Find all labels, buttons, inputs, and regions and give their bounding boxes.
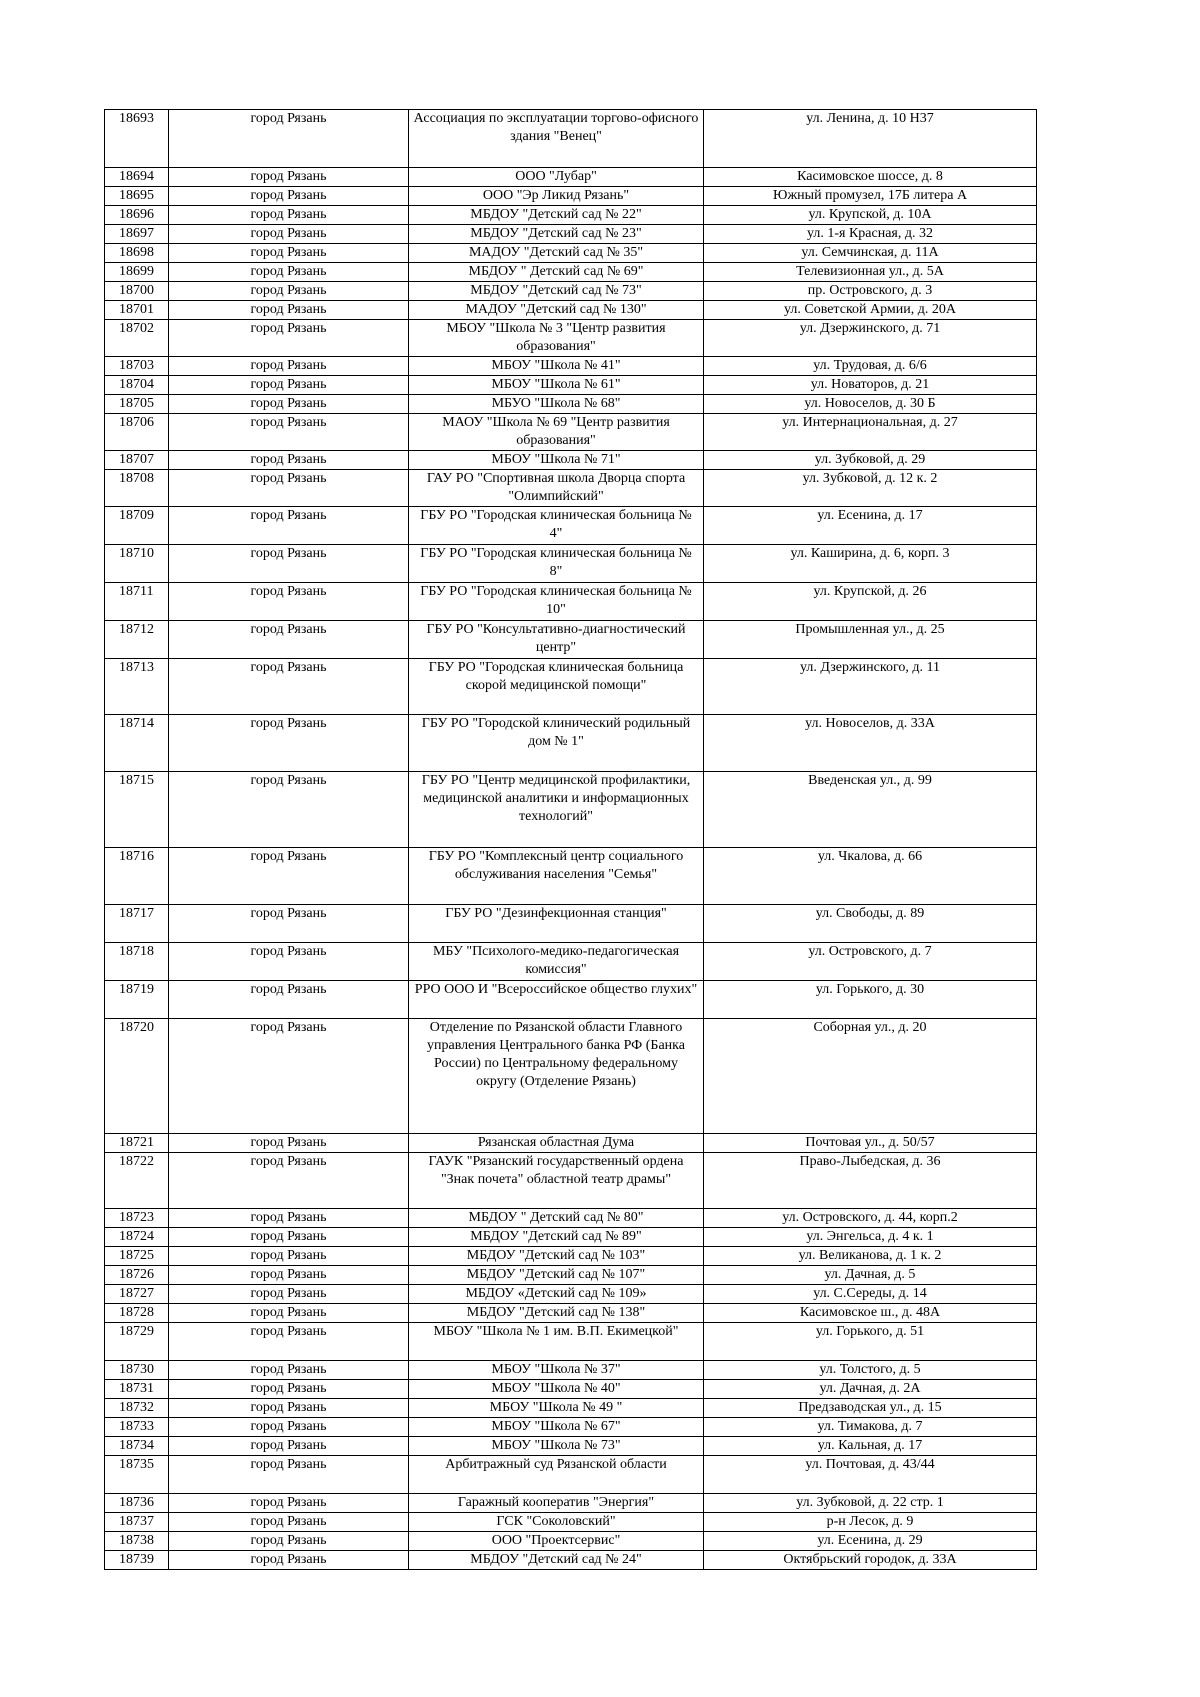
table-row (105, 225, 1037, 244)
row-organization: МБДОУ "Детский сад № 138" (409, 1304, 704, 1323)
row-address: ул. Советской Армии, д. 20А (704, 301, 1037, 320)
row-city: город Рязань (169, 715, 409, 772)
row-organization: ООО "Проектсервис" (409, 1532, 704, 1551)
row-address: ул. Островского, д. 7 (704, 943, 1037, 981)
table-row (105, 357, 1037, 376)
row-address: ул. Есенина, д. 29 (704, 1532, 1037, 1551)
row-city: город Рязань (169, 848, 409, 905)
row-address: ул. Крупской, д. 26 (704, 583, 1037, 621)
table-row (105, 470, 1037, 507)
row-address: ул. Зубковой, д. 12 к. 2 (704, 470, 1037, 507)
row-city: город Рязань (169, 357, 409, 376)
table-row (105, 451, 1037, 470)
row-number: 18734 (105, 1437, 169, 1456)
row-address: ул. Есенина, д. 17 (704, 507, 1037, 545)
table-row (105, 1304, 1037, 1323)
table-row (105, 848, 1037, 905)
table-row (105, 1532, 1037, 1551)
row-city: город Рязань (169, 1153, 409, 1209)
table-row (105, 1494, 1037, 1513)
row-address: ул. Островского, д. 44, корп.2 (704, 1209, 1037, 1228)
row-organization: МАОУ "Школа № 69 "Центр развития образования" (409, 414, 704, 451)
table-row (105, 1437, 1037, 1456)
row-city: город Рязань (169, 110, 409, 168)
row-address: Касимовское ш., д. 48А (704, 1304, 1037, 1323)
row-number: 18729 (105, 1323, 169, 1361)
table-row (105, 263, 1037, 282)
row-address: ул. Чкалова, д. 66 (704, 848, 1037, 905)
row-number: 18695 (105, 187, 169, 206)
row-number: 18719 (105, 981, 169, 1019)
row-organization: МБУО "Школа № 68" (409, 395, 704, 414)
table-row (105, 187, 1037, 206)
row-address: ул. Горького, д. 51 (704, 1323, 1037, 1361)
row-city: город Рязань (169, 168, 409, 187)
row-number: 18718 (105, 943, 169, 981)
row-city: город Рязань (169, 1304, 409, 1323)
row-organization: Гаражный кооператив "Энергия" (409, 1494, 704, 1513)
row-organization: Рязанская областная Дума (409, 1134, 704, 1153)
row-number: 18693 (105, 110, 169, 168)
row-city: город Рязань (169, 1456, 409, 1494)
row-number: 18699 (105, 263, 169, 282)
table-row (105, 168, 1037, 187)
row-city: город Рязань (169, 187, 409, 206)
row-city: город Рязань (169, 621, 409, 659)
table-row (105, 1551, 1037, 1570)
row-address: ул. Толстого, д. 5 (704, 1361, 1037, 1380)
row-number: 18709 (105, 507, 169, 545)
row-city: город Рязань (169, 376, 409, 395)
row-address: пр. Островского, д. 3 (704, 282, 1037, 301)
row-organization: МБДОУ "Детский сад № 73" (409, 282, 704, 301)
row-number: 18717 (105, 905, 169, 943)
row-address: ул. Дзержинского, д. 11 (704, 659, 1037, 715)
row-organization: ГБУ РО "Городская клиническая больница скорой медицинской помощи" (409, 659, 704, 715)
row-organization: ГБУ РО "Городской клинический родильный дом № 1" (409, 715, 704, 772)
row-city: город Рязань (169, 1494, 409, 1513)
row-city: город Рязань (169, 981, 409, 1019)
table-row (105, 905, 1037, 943)
table-row (105, 244, 1037, 263)
row-city: город Рязань (169, 320, 409, 357)
row-city: город Рязань (169, 470, 409, 507)
row-number: 18713 (105, 659, 169, 715)
row-number: 18705 (105, 395, 169, 414)
table-row (105, 320, 1037, 357)
row-city: город Рязань (169, 206, 409, 225)
row-city: город Рязань (169, 1399, 409, 1418)
row-address: Октябрьский городок, д. 33А (704, 1551, 1037, 1570)
row-address: ул. С.Середы, д. 14 (704, 1285, 1037, 1304)
row-organization: ГАУК "Рязанский государственный ордена "Знак почета" областной театр драмы" (409, 1153, 704, 1209)
row-city: город Рязань (169, 1247, 409, 1266)
table-row (105, 1153, 1037, 1209)
row-city: город Рязань (169, 507, 409, 545)
table-row (105, 1418, 1037, 1437)
row-number: 18722 (105, 1153, 169, 1209)
row-city: город Рязань (169, 263, 409, 282)
row-organization: МБУ "Психолого-медико-педагогическая комиссия" (409, 943, 704, 981)
table-row (105, 772, 1037, 848)
table-row (105, 1399, 1037, 1418)
table-row (105, 1513, 1037, 1532)
table-row (105, 1456, 1037, 1494)
table-row (105, 981, 1037, 1019)
row-city: город Рязань (169, 244, 409, 263)
row-organization: ООО "Эр Ликид Рязань" (409, 187, 704, 206)
row-organization: МБОУ "Школа № 67" (409, 1418, 704, 1437)
row-city: город Рязань (169, 301, 409, 320)
row-address: р-н Лесок, д. 9 (704, 1513, 1037, 1532)
table-row (105, 1285, 1037, 1304)
table-row (105, 583, 1037, 621)
row-organization: МБДОУ "Детский сад № 103" (409, 1247, 704, 1266)
row-city: город Рязань (169, 1285, 409, 1304)
row-number: 18728 (105, 1304, 169, 1323)
row-organization: РРО ООО И "Всероссийское общество глухих" (409, 981, 704, 1019)
row-number: 18696 (105, 206, 169, 225)
table-row (105, 110, 1037, 168)
row-city: город Рязань (169, 1513, 409, 1532)
row-address: ул. Великанова, д. 1 к. 2 (704, 1247, 1037, 1266)
row-number: 18707 (105, 451, 169, 470)
table-row (105, 507, 1037, 545)
row-organization: МБОУ "Школа № 73" (409, 1437, 704, 1456)
row-organization: ООО "Лубар" (409, 168, 704, 187)
row-number: 18703 (105, 357, 169, 376)
row-city: город Рязань (169, 583, 409, 621)
row-organization: МБОУ "Школа № 49 " (409, 1399, 704, 1418)
row-number: 18714 (105, 715, 169, 772)
row-organization: МБДОУ "Детский сад № 24" (409, 1551, 704, 1570)
row-organization: Ассоциация по эксплуатации торгово-офисного здания "Венец" (409, 110, 704, 168)
row-city: город Рязань (169, 659, 409, 715)
table-row (105, 1247, 1037, 1266)
table-row (105, 659, 1037, 715)
row-address: ул. Зубковой, д. 29 (704, 451, 1037, 470)
table-row (105, 395, 1037, 414)
row-address: ул. Новоселов, д. 33А (704, 715, 1037, 772)
row-address: ул. Дачная, д. 2А (704, 1380, 1037, 1399)
row-address: ул. Энгельса, д. 4 к. 1 (704, 1228, 1037, 1247)
row-organization: МБДОУ " Детский сад № 69" (409, 263, 704, 282)
row-city: город Рязань (169, 1228, 409, 1247)
table-row (105, 1266, 1037, 1285)
row-address: ул. Свободы, д. 89 (704, 905, 1037, 943)
row-organization: МБДОУ "Детский сад № 107" (409, 1266, 704, 1285)
row-address: Касимовское шоссе, д. 8 (704, 168, 1037, 187)
row-address: ул. Каширина, д. 6, корп. 3 (704, 545, 1037, 583)
row-city: город Рязань (169, 905, 409, 943)
row-number: 18715 (105, 772, 169, 848)
row-number: 18739 (105, 1551, 169, 1570)
row-city: город Рязань (169, 395, 409, 414)
row-address: Промышленная ул., д. 25 (704, 621, 1037, 659)
row-number: 18725 (105, 1247, 169, 1266)
row-address: Введенская ул., д. 99 (704, 772, 1037, 848)
row-city: город Рязань (169, 1361, 409, 1380)
row-organization: ГБУ РО "Комплексный центр социального обслуживания населения "Семья" (409, 848, 704, 905)
row-address: ул. Тимакова, д. 7 (704, 1418, 1037, 1437)
row-number: 18697 (105, 225, 169, 244)
row-number: 18727 (105, 1285, 169, 1304)
row-city: город Рязань (169, 1437, 409, 1456)
row-city: город Рязань (169, 225, 409, 244)
row-address: Южный промузел, 17Б литера А (704, 187, 1037, 206)
row-number: 18708 (105, 470, 169, 507)
table-row (105, 1209, 1037, 1228)
row-number: 18702 (105, 320, 169, 357)
row-city: город Рязань (169, 1209, 409, 1228)
row-address: Предзаводская ул., д. 15 (704, 1399, 1037, 1418)
row-address: ул. 1-я Красная, д. 32 (704, 225, 1037, 244)
row-organization: МБДОУ "Детский сад № 89" (409, 1228, 704, 1247)
row-number: 18701 (105, 301, 169, 320)
row-number: 18694 (105, 168, 169, 187)
row-organization: ГБУ РО "Городская клиническая больница № 8" (409, 545, 704, 583)
row-number: 18706 (105, 414, 169, 451)
row-organization: МБДОУ "Детский сад № 22" (409, 206, 704, 225)
row-address: ул. Крупской, д. 10А (704, 206, 1037, 225)
table-row (105, 301, 1037, 320)
row-city: город Рязань (169, 1551, 409, 1570)
row-city: город Рязань (169, 1418, 409, 1437)
row-organization: МБОУ "Школа № 3 "Центр развития образования" (409, 320, 704, 357)
row-number: 18712 (105, 621, 169, 659)
row-number: 18736 (105, 1494, 169, 1513)
row-number: 18738 (105, 1532, 169, 1551)
table-row (105, 282, 1037, 301)
row-address: ул. Кальная, д. 17 (704, 1437, 1037, 1456)
row-number: 18733 (105, 1418, 169, 1437)
row-city: город Рязань (169, 282, 409, 301)
row-number: 18698 (105, 244, 169, 263)
table-row (105, 1228, 1037, 1247)
row-organization: ГБУ РО "Центр медицинской профилактики, медицинской аналитики и информационных технологий" (409, 772, 704, 848)
row-organization: МБОУ "Школа № 37" (409, 1361, 704, 1380)
row-city: город Рязань (169, 1019, 409, 1134)
row-address: ул. Интернациональная, д. 27 (704, 414, 1037, 451)
row-city: город Рязань (169, 1532, 409, 1551)
table-row (105, 1323, 1037, 1361)
row-number: 18711 (105, 583, 169, 621)
row-number: 18737 (105, 1513, 169, 1532)
row-number: 18700 (105, 282, 169, 301)
row-number: 18716 (105, 848, 169, 905)
table-row (105, 1019, 1037, 1134)
row-number: 18730 (105, 1361, 169, 1380)
table-row (105, 1134, 1037, 1153)
row-organization: МБОУ "Школа № 41" (409, 357, 704, 376)
row-number: 18731 (105, 1380, 169, 1399)
row-number: 18720 (105, 1019, 169, 1134)
row-organization: МБОУ "Школа № 61" (409, 376, 704, 395)
row-address: ул. Новаторов, д. 21 (704, 376, 1037, 395)
row-address: Право-Лыбедская, д. 36 (704, 1153, 1037, 1209)
row-organization: ГБУ РО "Дезинфекционная станция" (409, 905, 704, 943)
row-number: 18710 (105, 545, 169, 583)
registry-table (104, 109, 1037, 1570)
row-organization: ГАУ РО "Спортивная школа Дворца спорта "Олимпийский" (409, 470, 704, 507)
table-row (105, 414, 1037, 451)
row-city: город Рязань (169, 451, 409, 470)
row-organization: МБДОУ "Детский сад № 23" (409, 225, 704, 244)
row-address: ул. Дачная, д. 5 (704, 1266, 1037, 1285)
row-address: ул. Семчинская, д. 11А (704, 244, 1037, 263)
table-row (105, 1380, 1037, 1399)
row-organization: МБДОУ " Детский сад № 80" (409, 1209, 704, 1228)
registry-table-body (105, 110, 1037, 1570)
row-organization: ГБУ РО "Городская клиническая больница № 10" (409, 583, 704, 621)
row-number: 18726 (105, 1266, 169, 1285)
row-organization: ГБУ РО "Городская клиническая больница № 4" (409, 507, 704, 545)
row-number: 18724 (105, 1228, 169, 1247)
row-city: город Рязань (169, 1323, 409, 1361)
row-address: ул. Дзержинского, д. 71 (704, 320, 1037, 357)
row-organization: Арбитражный суд Рязанской области (409, 1456, 704, 1494)
row-number: 18735 (105, 1456, 169, 1494)
table-row (105, 1361, 1037, 1380)
row-address: Телевизионная ул., д. 5А (704, 263, 1037, 282)
row-address: ул. Зубковой, д. 22 стр. 1 (704, 1494, 1037, 1513)
row-address: Соборная ул., д. 20 (704, 1019, 1037, 1134)
row-city: город Рязань (169, 1134, 409, 1153)
row-address: ул. Горького, д. 30 (704, 981, 1037, 1019)
table-row (105, 715, 1037, 772)
row-address: Почтовая ул., д. 50/57 (704, 1134, 1037, 1153)
row-city: город Рязань (169, 772, 409, 848)
row-address: ул. Ленина, д. 10 Н37 (704, 110, 1037, 168)
row-city: город Рязань (169, 943, 409, 981)
row-number: 18704 (105, 376, 169, 395)
table-row (105, 206, 1037, 225)
row-city: город Рязань (169, 1380, 409, 1399)
row-address: ул. Новоселов, д. 30 Б (704, 395, 1037, 414)
row-organization: ГСК "Соколовский" (409, 1513, 704, 1532)
table-row (105, 621, 1037, 659)
row-organization: МБОУ "Школа № 1 им. В.П. Екимецкой" (409, 1323, 704, 1361)
table-row (105, 376, 1037, 395)
row-organization: МБДОУ «Детский сад № 109» (409, 1285, 704, 1304)
row-organization: ГБУ РО "Консультативно-диагностический центр" (409, 621, 704, 659)
row-organization: МБОУ "Школа № 40" (409, 1380, 704, 1399)
row-city: город Рязань (169, 414, 409, 451)
row-city: город Рязань (169, 545, 409, 583)
table-row (105, 943, 1037, 981)
table-row (105, 545, 1037, 583)
row-organization: МАДОУ "Детский сад № 35" (409, 244, 704, 263)
row-address: ул. Почтовая, д. 43/44 (704, 1456, 1037, 1494)
row-organization: МБОУ "Школа № 71" (409, 451, 704, 470)
row-number: 18721 (105, 1134, 169, 1153)
row-organization: МАДОУ "Детский сад № 130" (409, 301, 704, 320)
row-organization: Отделение по Рязанской области Главного управления Центрального банка РФ (Банка России) по Центральному федеральному округу (Отделение Рязань) (409, 1019, 704, 1134)
row-city: город Рязань (169, 1266, 409, 1285)
row-number: 18732 (105, 1399, 169, 1418)
row-number: 18723 (105, 1209, 169, 1228)
row-address: ул. Трудовая, д. 6/6 (704, 357, 1037, 376)
